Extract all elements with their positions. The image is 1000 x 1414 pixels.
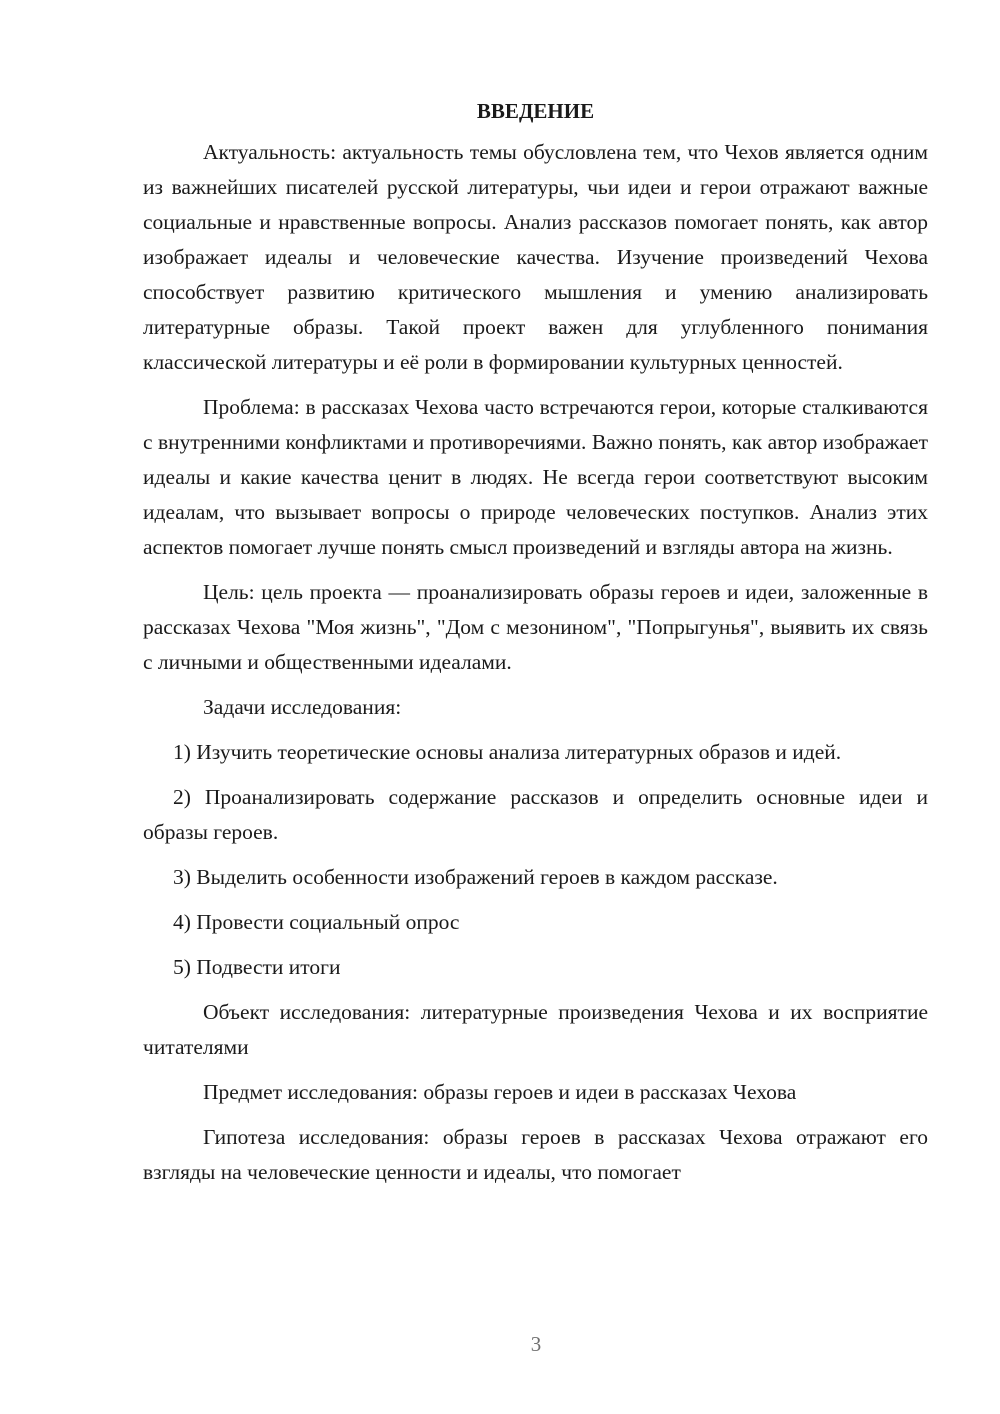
paragraph-problem: Проблема: в рассказах Чехова часто встречаются герои, которые сталкиваются с внутренними конфликтами и противоречиями. Важно понять, как автор изображает идеалы и какие качества ценит в людях. Не всегда герои соответствуют высоким идеалам, что вызывает вопросы о природе человеческих поступков. Анализ этих аспектов помогает лучше понять смысл произведений и взгляды автора на жизнь. xyxy=(143,395,928,559)
list-item: 4) Провести социальный опрос xyxy=(173,910,460,934)
paragraph-tasks-heading: Задачи исследования: xyxy=(203,695,402,719)
paragraph-goal: Цель: цель проекта — проанализировать образы героев и идеи, заложенные в рассказах Чехова "Моя жизнь", "Дом с мезонином", "Попрыгунья", выявить их связь с личными и общественными идеалами. xyxy=(143,580,928,674)
list-item: 3) Выделить особенности изображений героев в каждом рассказе. xyxy=(173,865,778,889)
page-title: ВВЕДЕНИЕ xyxy=(476,99,595,123)
document-page xyxy=(143,96,928,1200)
page-number: 3 xyxy=(530,1332,542,1356)
list-item: 1) Изучить теоретические основы анализа литературных образов и идей. xyxy=(173,740,842,764)
paragraph-subject: Предмет исследования: образы героев и идеи в рассказах Чехова xyxy=(203,1080,797,1104)
paragraph-hypothesis: Гипотеза исследования: образы героев в рассказах Чехова отражают его взгляды на человеческие ценности и идеалы, что помогает xyxy=(143,1125,928,1184)
paragraph-relevance: Актуальность: актуальность темы обусловлена тем, что Чехов является одним из важнейших писателей русской литературы, чьи идеи и герои отражают важные социальные и нравственные вопросы. Анализ рассказов помогает понять, как автор изображает идеалы и человеческие качества. Изучение произведений Чехова способствует развитию критического мышления и умению анализировать литературные образы. Такой проект важен для углубленного понимания классической литературы и её роли в формировании культурных ценностей. xyxy=(143,140,928,374)
list-item: 5) Подвести итоги xyxy=(173,955,341,979)
paragraph-object: Объект исследования: литературные произведения Чехова и их восприятие читателями xyxy=(143,1000,928,1059)
list-item: 2) Проанализировать содержание рассказов и определить основные идеи и образы героев. xyxy=(143,785,928,844)
